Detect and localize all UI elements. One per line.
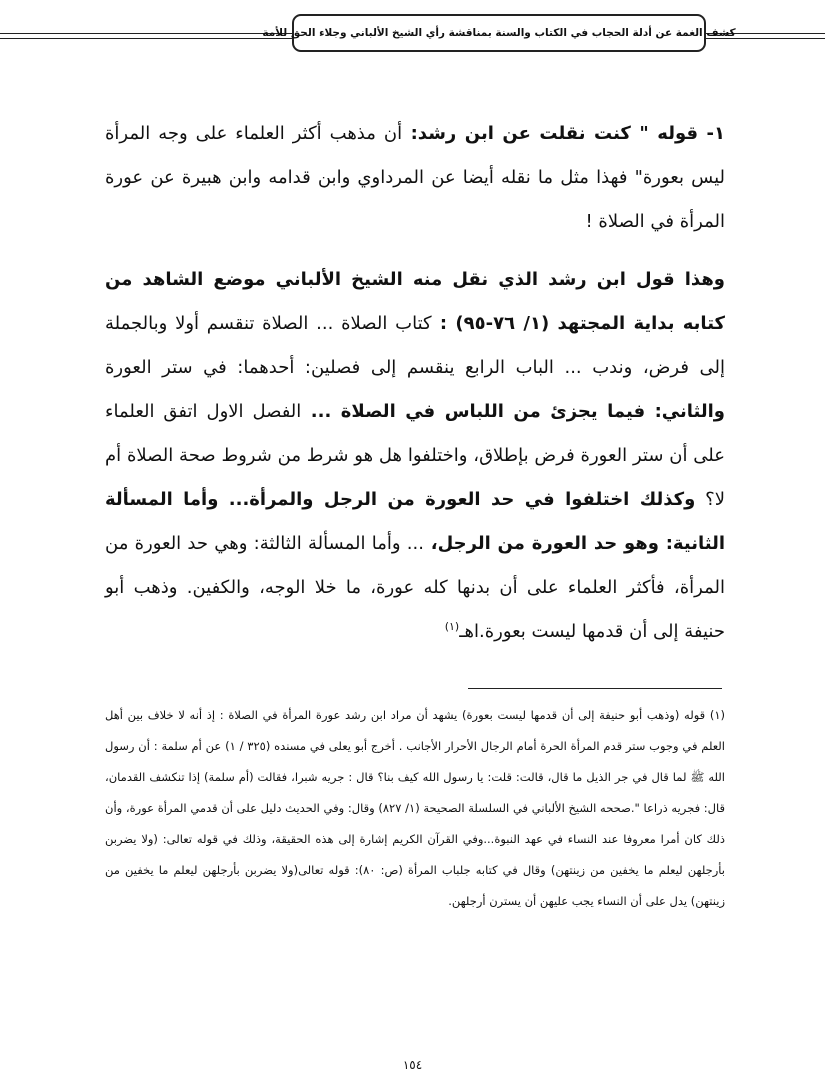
running-header [262, 14, 736, 52]
ibn-rushd-segment-1: وهذا قول ابن رشد الذي نقل منه الشيخ الألباني موضع الشاهد من [105, 269, 725, 290]
main-body-text [105, 112, 725, 654]
ibn-rushd-segment-2: كتابه بداية المجتهد (١/ ٧٦-٩٥) : [431, 313, 726, 334]
footnote-reference[interactable]: (١) [444, 620, 460, 633]
footnote-separator [468, 688, 722, 689]
ibn-rushd-segment-3: كتاب الصلاة ... الصلاة تنقسم أولا وبالجملة إلى فرض، وندب ... الباب الرابع ينقسم إلى فصلين: أحدهما: في ستر العورة [105, 313, 725, 378]
quote-text: أن مذهب أكثر العلماء على وجه المرأة ليس بعورة" فهذا مثل ما نقله أيضا عن المرداوي وابن قدامه وابن هبيرة عن عورة المرأة في الصلاة ! [105, 123, 725, 232]
quote-lead: ١- قوله " كنت نقلت عن ابن رشد: [402, 123, 725, 144]
paragraph-quote [105, 112, 725, 244]
footnote-1: (١) قوله (وذهب أبو حنيفة إلى أن قدمها ليست بعورة) يشهد أن مراد ابن رشد عورة المرأة في الصلاة : إذ أنه لا خلاف بين أهل العلم في وجوب ستر قدم المرأة الحرة أمام الرجال الأحرار الأجانب . أخرج أبو يعلى في مسنده (٣٢٥ / ١) عن أم سلمة : أن رسول الله ﷺ لما قال في جر الذيل ما قال، قالت: قلت: يا رسول الله كيف بنا؟ قال : جريه شبرا، فقالت (أم سلمة) إذا تنكشف القدمان، قال: فجريه ذراعا ".صححه الشيخ الألباني في السلسلة الصحيحة (١/ ٨٢٧) وقال: وفي الحديث دليل على أن قدمي المرأة عورة، وأن ذلك كان أمرا معروفا عند النساء في عهد النبوة...وفي القرآن الكريم إشارة إلى هذه الحقيقة، وذلك في قوله تعالى: (ولا يضربن بأرجلهن ليعلم ما يخفين من زينتهن) وقال في كتابه جلباب المرأة (ص: ٨٠): قوله تعالى(ولا يضربن بأرجلهن ليعلم ما يخفين من زينتهن) يدل على أن النساء يجب عليهن أن يسترن أرجلهن. [105, 708, 726, 908]
ibn-rushd-segment-7: ... وأما المسألة الثالثة: وهي حد العورة من المرأة، فأكثر العلماء على أن بدنها كله عورة، ما خلا الوجه، والكفين. وذهب أبو حنيفة إلى أن قدمها ليست بعورة.اهـ [105, 533, 725, 642]
running-header-title: كشف الغمة عن أدلة الحجاب في الكتاب والسنة بمناقشة رأي الشيخ الألباني وجلاء الحق للأمة [262, 27, 736, 39]
page-number: ١٥٤ [402, 1058, 423, 1072]
header-rule-left-lower [0, 38, 292, 39]
ibn-rushd-segment-5: الفصل الاول اتفق العلماء على أن ستر العورة فرض بإطلاق، واختلفوا هل هو شرط من شروط صحة الصلاة أم لا؟ [105, 401, 725, 510]
paragraph-ibn-rushd [105, 258, 725, 654]
ibn-rushd-segment-4: والثاني: فيما يجزئ من اللباس في الصلاة ... [301, 401, 725, 422]
header-rule-left-upper [0, 33, 292, 34]
ibn-rushd-segment-6: وكذلك اختلفوا في حد العورة من الرجل والمرأة... وأما المسألة الثانية: وهو حد العورة من الرجل، [105, 489, 725, 554]
